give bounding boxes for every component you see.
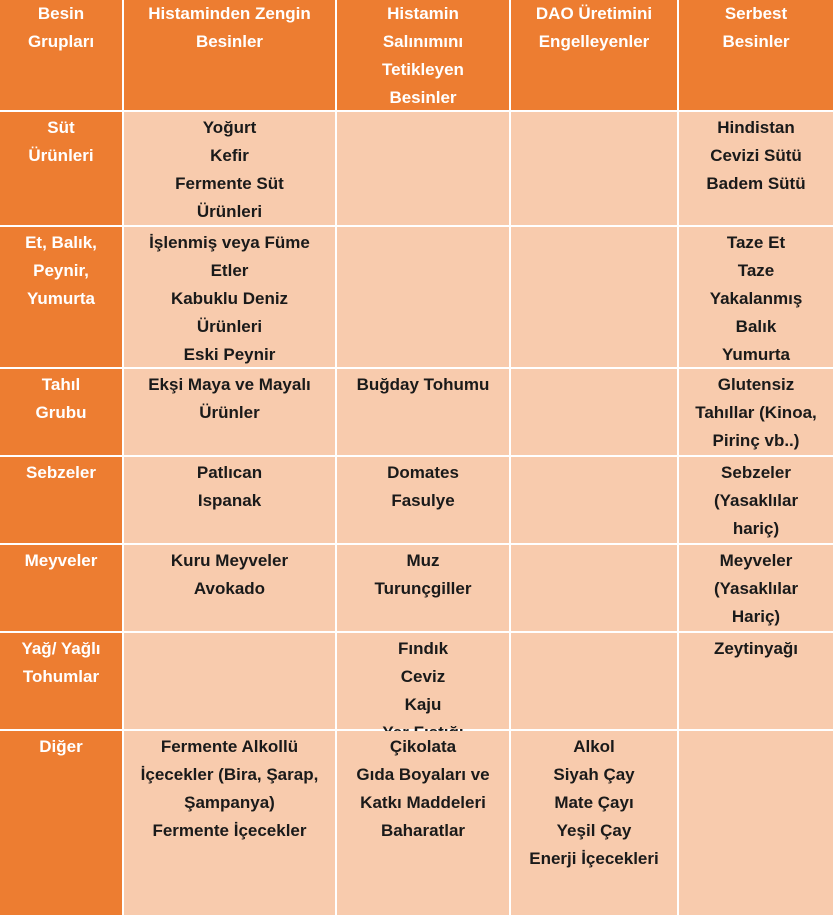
cell-histamine-rich [124,369,335,455]
row-group-label [0,227,122,367]
cell-histamine-rich-line: Fermente İçecekler [152,821,307,840]
header-free-foods [679,0,833,110]
cell-histamine-release [337,731,509,915]
cell-free-foods-line: (Yasaklılar [713,491,799,510]
cell-dao-inhibitors [511,731,677,915]
cell-histamine-rich [124,457,335,543]
cell-free-foods [679,457,833,543]
cell-dao-inhibitors [511,112,677,225]
cell-histamine-release-line: Turunçgiller [374,579,472,598]
cell-dao-inhibitors [511,545,677,631]
row-group-label-line: Et, Balık, [25,233,97,252]
cell-dao-inhibitors [511,227,677,367]
cell-histamine-rich [124,633,335,729]
cell-histamine-rich-line: Ürünleri [196,317,263,336]
header-histamine-release-line: Tetikleyen [382,60,464,79]
cell-free-foods-line: Meyveler [719,551,793,570]
cell-histamine-release-line: Katkı Maddeleri [360,793,486,812]
header-free-foods-line: Serbest [724,4,788,23]
cell-free-foods-line: (Yasaklılar [713,579,799,598]
cell-free-foods-line: Sebzeler [721,463,791,482]
row-group-label-line: Peynir, [33,261,89,280]
cell-histamine-release-line: Gıda Boyaları ve [356,765,490,784]
cell-histamine-rich-line: Kuru Meyveler [170,551,289,570]
row-group-label-line: Meyveler [24,551,98,570]
cell-histamine-release-line: Fındık [397,639,449,658]
row-group-label [0,731,122,915]
cell-histamine-rich-line: Ürünler [199,403,260,422]
header-histamine-rich [124,0,335,110]
cell-free-foods-line: Zeytinyağı [713,639,799,658]
cell-free-foods [679,369,833,455]
row-group-label [0,633,122,729]
cell-histamine-rich [124,545,335,631]
cell-histamine-rich-line: İçecekler (Bira, Şarap, [140,765,319,784]
cell-free-foods-line: Balık [735,317,777,336]
cell-histamine-release-line: Ceviz [400,667,446,686]
header-free-foods-line: Besinler [722,32,790,51]
cell-histamine-release [337,369,509,455]
header-histamine-rich-line: Besinler [195,32,264,51]
cell-free-foods-line: hariç) [732,519,780,538]
cell-free-foods-line: Yumurta [721,345,791,364]
header-food-groups-line: Grupları [27,32,95,51]
cell-dao-inhibitors-line: Mate Çayı [554,793,634,812]
cell-free-foods-line: Pirinç vb..) [712,431,800,450]
cell-histamine-release-line: Baharatlar [380,821,466,840]
row-group-label-line: Ürünleri [28,146,94,165]
cell-histamine-rich-line: Ekşi Maya ve Mayalı [148,375,311,394]
cell-dao-inhibitors-line: Alkol [573,737,615,756]
header-dao-inhibitors-line: Engelleyenler [538,32,650,51]
row-group-label [0,112,122,225]
row-group-label [0,457,122,543]
cell-free-foods [679,227,833,367]
row-group-label-line: Tohumlar [22,667,100,686]
cell-free-foods-line: Hariç) [731,607,781,626]
cell-histamine-release-line: Domates [387,463,459,482]
cell-free-foods-line: Badem Sütü [706,174,806,193]
cell-dao-inhibitors [511,633,677,729]
cell-free-foods-line: Taze [737,261,775,280]
header-histamine-rich-line: Histaminden Zengin [148,4,311,23]
cell-dao-inhibitors [511,457,677,543]
cell-histamine-release [337,633,509,729]
cell-histamine-release-line: Buğday Tohumu [356,375,490,394]
cell-dao-inhibitors-line: Siyah Çay [553,765,635,784]
cell-histamine-rich-line: Kabuklu Deniz [170,289,289,308]
cell-histamine-rich-line: Ürünleri [196,202,263,221]
cell-dao-inhibitors-line: Yeşil Çay [556,821,632,840]
row-group-label-line: Yumurta [26,289,96,308]
cell-histamine-rich-line: Kefir [210,146,249,165]
cell-histamine-rich-line: Avokado [193,579,266,598]
cell-histamine-release-line: Fasulye [391,491,455,510]
cell-histamine-release [337,227,509,367]
cell-free-foods [679,633,833,729]
cell-histamine-rich-line: Patlıcan [196,463,263,482]
header-histamine-release [337,0,509,110]
cell-free-foods-line: Cevizi Sütü [710,146,802,165]
cell-histamine-rich [124,227,335,367]
row-group-label-line: Süt [47,118,75,137]
row-group-label-line: Yağ/ Yağlı [21,639,101,658]
cell-histamine-rich-line: Fermente Süt [175,174,284,193]
cell-histamine-rich-line: Yoğurt [202,118,257,137]
cell-histamine-release [337,112,509,225]
cell-free-foods [679,112,833,225]
cell-free-foods-line: Yakalanmış [709,289,803,308]
cell-histamine-rich-line: Ispanak [197,491,262,510]
cell-histamine-rich-line: Fermente Alkollü [160,737,299,756]
cell-free-foods [679,545,833,631]
row-group-label-line: Grubu [35,403,87,422]
header-histamine-release-line: Salınımını [382,32,464,51]
header-food-groups [0,0,122,110]
cell-histamine-rich-line: Şampanya) [184,793,275,812]
row-group-label-line: Tahıl [41,375,81,394]
cell-histamine-release-line: Kaju [404,695,442,714]
header-histamine-release-line: Besinler [389,88,457,107]
header-dao-inhibitors-line: DAO Üretimini [535,4,653,23]
header-food-groups-line: Besin [37,4,85,23]
cell-histamine-rich [124,112,335,225]
cell-dao-inhibitors-line: Enerji İçecekleri [529,849,659,868]
cell-free-foods [679,731,833,915]
cell-histamine-release [337,457,509,543]
row-group-label [0,369,122,455]
cell-histamine-rich-line: İşlenmiş veya Füme [149,233,310,252]
cell-free-foods-line: Hindistan [717,118,795,137]
cell-histamine-release [337,545,509,631]
cell-free-foods-line: Tahıllar (Kinoa, [695,403,817,422]
row-group-label-line: Diğer [39,737,83,756]
cell-histamine-release-line: Çikolata [389,737,457,756]
header-histamine-release-line: Histamin [387,4,459,23]
cell-histamine-rich-line: Etler [210,261,249,280]
cell-histamine-rich [124,731,335,915]
cell-free-foods-line: Glutensiz [717,375,795,394]
row-group-label [0,545,122,631]
cell-histamine-rich-line: Eski Peynir [183,345,276,364]
cell-free-foods-line: Taze Et [726,233,786,252]
header-dao-inhibitors [511,0,677,110]
cell-dao-inhibitors [511,369,677,455]
row-group-label-line: Sebzeler [26,463,96,482]
cell-histamine-release-line: Muz [406,551,440,570]
